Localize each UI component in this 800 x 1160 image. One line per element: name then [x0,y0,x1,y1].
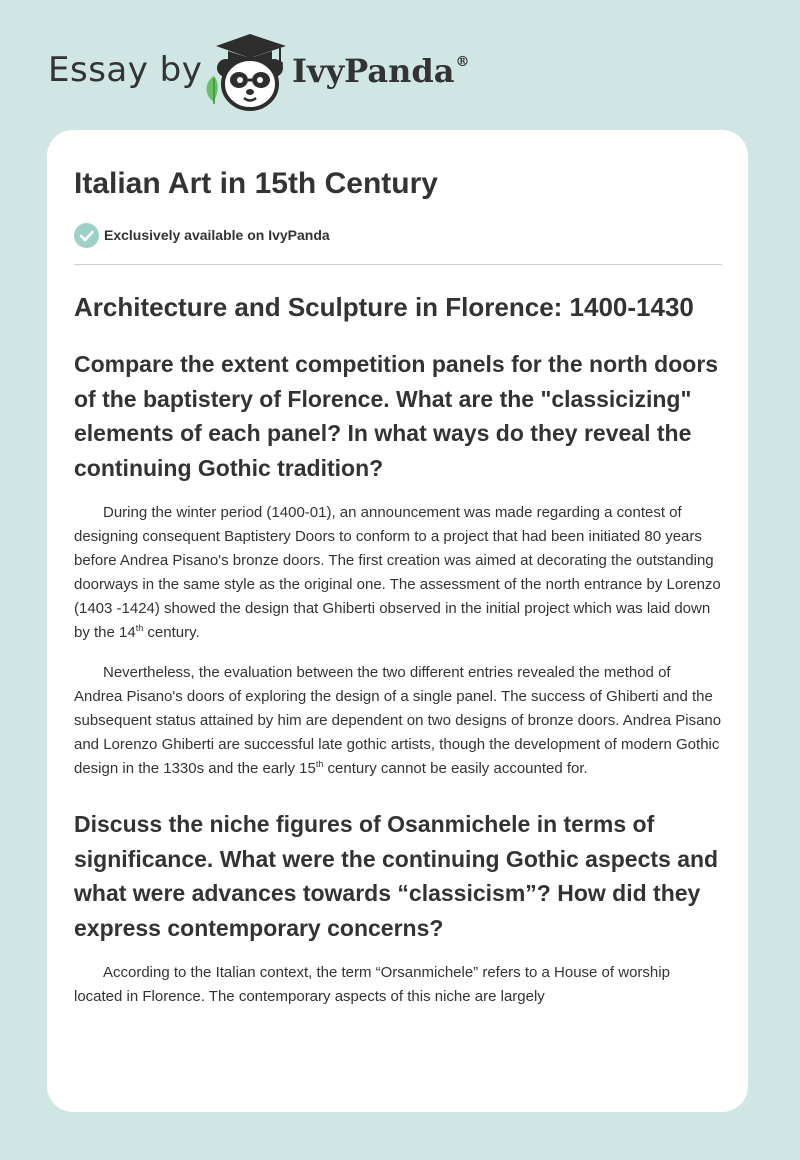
badge-text: Exclusively available on IvyPanda [104,227,330,243]
registered-mark: ® [455,54,470,70]
paragraph-1-text-a: During the winter period (1400-01), an announcement was made regarding a contest of designing consequent Baptistery Doors to conform to a project that had been initiated 80 years before Andrea Pisano's bronze doors. The first creation was aimed at decorating the outstanding doorways in the same style as the original one. The assessment of the north entrance by Lorenzo (1403 -1424) showed the design that Ghiberti observed in the initial project which was laid down by the 14 [74,504,721,641]
exclusive-badge [74,222,722,248]
question-heading-2: Discuss the niche figures of Osanmichele in terms of significance. What were the continuing Gothic aspects and what were advances towards “classicism”? How did they express contemporary concerns? [74,811,719,941]
brand-name [292,52,469,90]
check-circle-icon [74,223,99,248]
section-heading: Architecture and Sculpture in Florence: 1400-1430 [74,292,694,322]
question-heading-1: Compare the extent competition panels for the north doors of the baptistery of Florence. What are the "classicizing" elements of each panel? In what ways do they reveal the continuing Gothic tradition? [74,351,719,481]
paragraph-1 [74,501,722,645]
paragraph-2-superscript: th [315,759,324,769]
site-header [48,32,508,112]
panda-graduate-logo-icon[interactable] [200,32,292,112]
paragraph-2-text-b: century cannot be easily accounted for. [323,760,588,777]
brand-name-text: IvyPanda [292,52,455,90]
essay-by-label: Essay by [48,50,203,90]
paragraph-2 [74,661,722,781]
essay-card [47,130,748,1112]
paragraph-1-text-b: century. [143,624,200,641]
paragraph-1-superscript: th [135,623,144,633]
divider [74,264,722,265]
paragraph-3: According to the Italian context, the term “Orsanmichele” refers to a House of worship located in Florence. The contemporary aspects of this niche are largely [74,964,670,1005]
paragraph-2-text-a: Nevertheless, the evaluation between the two different entries revealed the method of Andrea Pisano's doors of exploring the design of a single panel. The success of Ghiberti and the subsequent status attained by him are dependent on two designs of bronze doors. Andrea Pisano and Lorenzo Ghiberti are successful late gothic artists, though the development of modern Gothic design in the 1330s and the early 15 [74,664,722,777]
page-title: Italian Art in 15th Century [74,167,438,200]
